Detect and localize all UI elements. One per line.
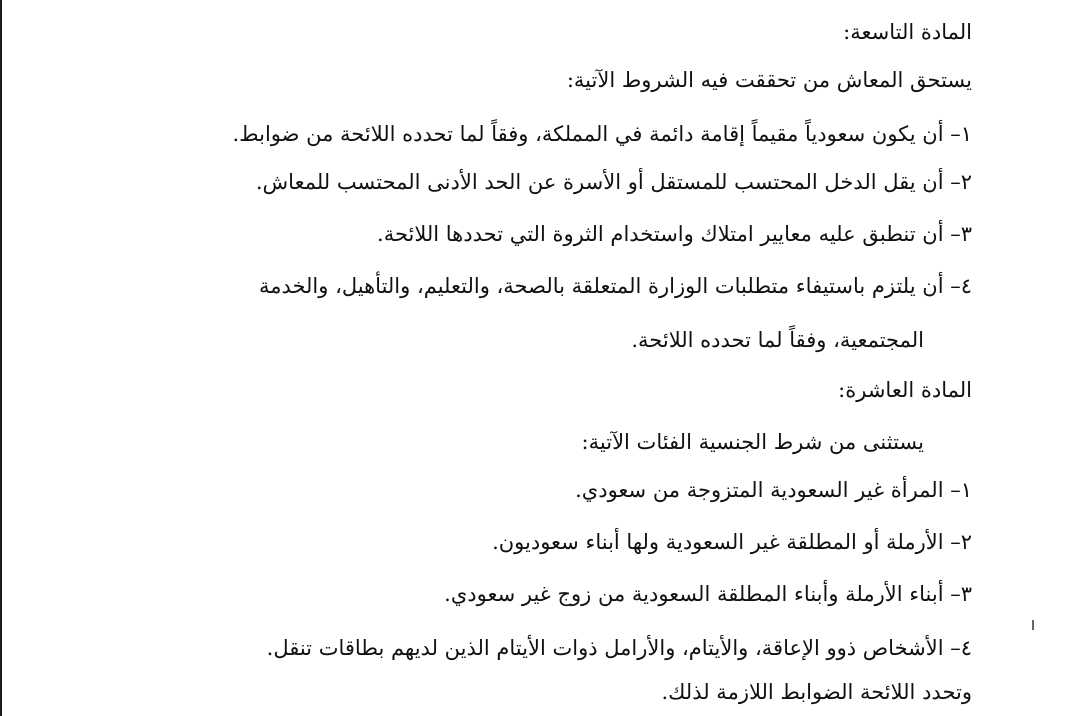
article-ten-intro: يستثنى من شرط الجنسية الفئات الآتية: xyxy=(581,430,924,454)
scan-speck xyxy=(1032,620,1034,630)
category-4: ٤– الأشخاص ذوو الإعاقة، والأيتام، والأرامل ذوات الأيتام الذين لديهم بطاقات تنقل. xyxy=(266,636,972,660)
condition-4-continued: المجتمعية، وفقاً لما تحدده اللائحة. xyxy=(631,328,924,352)
article-nine-heading: المادة التاسعة: xyxy=(843,20,972,44)
article-ten-closing: وتحدد اللائحة الضوابط اللازمة لذلك. xyxy=(661,680,972,704)
article-nine-intro: يستحق المعاش من تحققت فيه الشروط الآتية: xyxy=(566,68,972,92)
category-3: ٣– أبناء الأرملة وأبناء المطلقة السعودية من زوج غير سعودي. xyxy=(444,582,972,606)
condition-1: ١– أن يكون سعودياً مقيماً إقامة دائمة في المملكة، وفقاً لما تحدده اللائحة من ضوابط. xyxy=(232,122,972,146)
condition-3: ٣– أن تنطبق عليه معايير امتلاك واستخدام الثروة التي تحددها اللائحة. xyxy=(377,222,972,246)
article-ten-heading: المادة العاشرة: xyxy=(838,378,972,402)
condition-4: ٤– أن يلتزم باستيفاء متطلبات الوزارة المتعلقة بالصحة، والتعليم، والتأهيل، والخدمة xyxy=(258,274,972,298)
category-2: ٢– الأرملة أو المطلقة غير السعودية ولها أبناء سعوديون. xyxy=(492,530,972,554)
condition-2: ٢– أن يقل الدخل المحتسب للمستقل أو الأسرة عن الحد الأدنى المحتسب للمعاش. xyxy=(255,170,972,194)
category-1: ١– المرأة غير السعودية المتزوجة من سعودي. xyxy=(575,478,972,502)
